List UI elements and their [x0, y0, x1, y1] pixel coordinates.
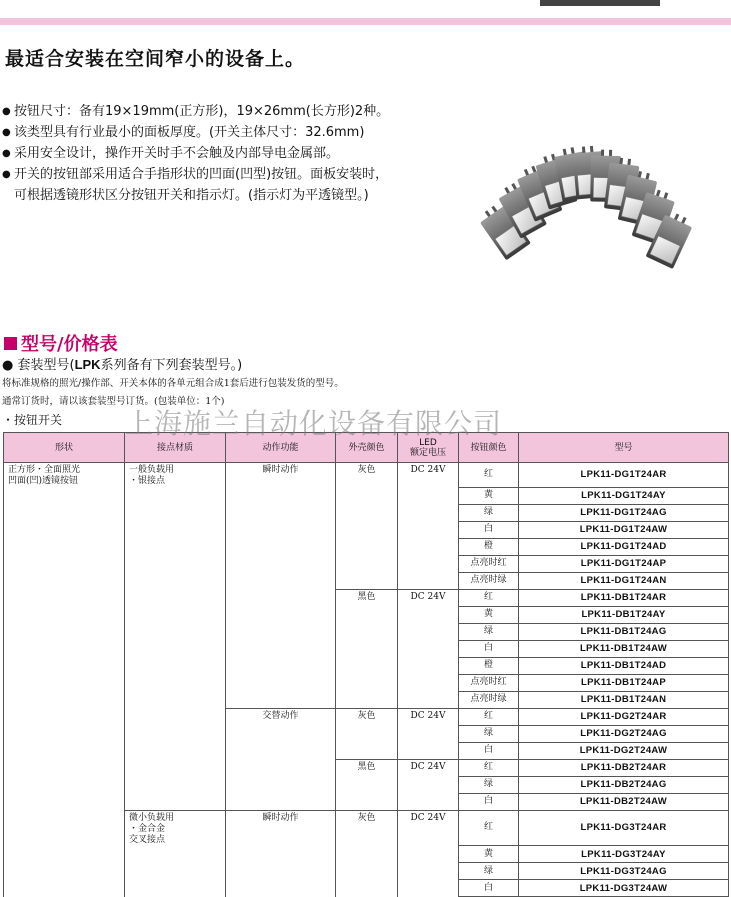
housing-cell — [336, 846, 398, 863]
shape-cell — [4, 846, 125, 863]
model-price-table — [3, 432, 729, 897]
button-color-cell: 黄 — [459, 487, 519, 504]
housing-cell — [336, 674, 398, 691]
model-number-cell: LPK11-DG1T24AD — [519, 538, 729, 555]
shape-cell — [4, 725, 125, 742]
housing-cell: 灰色 — [336, 708, 398, 725]
action-cell — [226, 640, 336, 657]
model-number-cell: LPK11-DB2T24AW — [519, 793, 729, 810]
table-row — [4, 759, 729, 776]
page-headline: 最适合安装在空间窄小的设备上。 — [5, 48, 306, 70]
housing-cell — [336, 538, 398, 555]
voltage-cell — [398, 691, 459, 708]
shape-cell — [4, 708, 125, 725]
table-row — [4, 776, 729, 793]
voltage-cell: DC 24V — [398, 589, 459, 606]
button-color-cell: 白 — [459, 640, 519, 657]
contact-cell — [125, 504, 226, 521]
voltage-cell — [398, 793, 459, 810]
kit-series: LPK — [74, 357, 101, 372]
action-cell — [226, 880, 336, 897]
shape-cell — [4, 880, 125, 897]
action-cell — [226, 793, 336, 810]
model-number-cell: LPK11-DB1T24AR — [519, 589, 729, 606]
action-cell — [226, 623, 336, 640]
action-cell — [226, 572, 336, 589]
contact-cell — [125, 674, 226, 691]
model-number-cell: LPK11-DG3T24AG — [519, 863, 729, 880]
section-title — [4, 330, 118, 356]
table-row — [4, 463, 729, 488]
housing-cell — [336, 691, 398, 708]
shape-cell — [4, 538, 125, 555]
button-color-cell: 红 — [459, 463, 519, 488]
button-color-cell: 白 — [459, 793, 519, 810]
action-cell — [226, 674, 336, 691]
housing-cell — [336, 504, 398, 521]
button-color-cell: 黄 — [459, 606, 519, 623]
button-color-cell: 白 — [459, 880, 519, 897]
table-row — [4, 793, 729, 810]
table-row — [4, 555, 729, 572]
action-cell — [226, 742, 336, 759]
table-row — [4, 810, 729, 846]
table-row — [4, 487, 729, 504]
model-number-cell: LPK11-DG1T24AN — [519, 572, 729, 589]
column-header: 动作功能 — [226, 433, 336, 463]
model-number-cell: LPK11-DG2T24AW — [519, 742, 729, 759]
housing-cell — [336, 880, 398, 897]
feature-item: ● 开关的按钮部采用适合手指形状的凹面(凹型)按钮。面板安装时，可根据透镜形状区分按钮开关和指示灯。(指示灯为平透镜型。) — [2, 164, 397, 206]
shape-cell — [4, 487, 125, 504]
column-header: 按钮颜色 — [459, 433, 519, 463]
button-color-cell: 点亮时红 — [459, 674, 519, 691]
model-number-cell: LPK11-DG1T24AR — [519, 463, 729, 488]
housing-cell — [336, 793, 398, 810]
voltage-cell — [398, 555, 459, 572]
contact-cell — [125, 846, 226, 863]
shape-cell — [4, 606, 125, 623]
housing-cell: 黑色 — [336, 759, 398, 776]
button-color-cell: 绿 — [459, 776, 519, 793]
note-line: 将标准规格的照光/操作部、开关本体的各单元组合成1套后进行包装发货的型号。 — [2, 378, 344, 389]
action-cell: 交替动作 — [226, 708, 336, 725]
shape-cell — [4, 863, 125, 880]
model-number-cell: LPK11-DB1T24AN — [519, 691, 729, 708]
top-header-fragment — [540, 0, 660, 6]
contact-cell — [125, 521, 226, 538]
column-header: LED 额定电压 — [398, 433, 459, 463]
action-cell — [226, 487, 336, 504]
table-row — [4, 674, 729, 691]
voltage-cell — [398, 657, 459, 674]
action-cell — [226, 776, 336, 793]
housing-cell: 灰色 — [336, 810, 398, 846]
table-row — [4, 572, 729, 589]
voltage-cell — [398, 606, 459, 623]
button-color-cell: 黄 — [459, 846, 519, 863]
table-row — [4, 657, 729, 674]
contact-cell — [125, 555, 226, 572]
column-header: 接点材质 — [125, 433, 226, 463]
table-row — [4, 880, 729, 897]
model-number-cell: LPK11-DG3T24AW — [519, 880, 729, 897]
housing-cell — [336, 776, 398, 793]
note-line: 通常订货时，请以该套装型号订货。(包装单位：1个) — [2, 396, 225, 407]
table-row — [4, 846, 729, 863]
button-color-cell: 橙 — [459, 657, 519, 674]
voltage-cell — [398, 623, 459, 640]
table-row — [4, 691, 729, 708]
contact-cell — [125, 589, 226, 606]
contact-cell — [125, 776, 226, 793]
model-number-cell: LPK11-DB1T24AG — [519, 623, 729, 640]
table-row — [4, 623, 729, 640]
shape-cell — [4, 691, 125, 708]
housing-cell — [336, 623, 398, 640]
button-color-cell: 绿 — [459, 725, 519, 742]
action-cell — [226, 725, 336, 742]
feature-item: ● 按钮尺寸：备有19×19mm(正方形)，19×26mm(长方形)2种。 — [2, 101, 397, 122]
voltage-cell — [398, 521, 459, 538]
feature-item: ● 采用安全设计，操作开关时手不会触及内部导电金属部。 — [2, 143, 397, 164]
housing-cell — [336, 572, 398, 589]
kit-prefix: 套装型号( — [17, 358, 75, 373]
housing-cell: 灰色 — [336, 463, 398, 488]
action-cell: 瞬时动作 — [226, 463, 336, 488]
contact-cell — [125, 606, 226, 623]
product-photo — [470, 136, 705, 286]
shape-cell — [4, 504, 125, 521]
voltage-cell — [398, 487, 459, 504]
contact-cell — [125, 759, 226, 776]
action-cell — [226, 759, 336, 776]
model-number-cell: LPK11-DB1T24AD — [519, 657, 729, 674]
housing-cell: 黑色 — [336, 589, 398, 606]
action-cell — [226, 863, 336, 880]
feature-item: ● 该类型具有行业最小的面板厚度。(开关主体尺寸：32.6mm) — [2, 122, 397, 143]
button-color-cell: 红 — [459, 589, 519, 606]
shape-cell — [4, 742, 125, 759]
contact-cell — [125, 623, 226, 640]
voltage-cell — [398, 863, 459, 880]
table-row — [4, 708, 729, 725]
table-row — [4, 521, 729, 538]
contact-cell — [125, 863, 226, 880]
voltage-cell — [398, 504, 459, 521]
model-number-cell: LPK11-DB1T24AP — [519, 674, 729, 691]
button-color-cell: 白 — [459, 521, 519, 538]
housing-cell — [336, 606, 398, 623]
button-color-cell: 绿 — [459, 623, 519, 640]
section-title-text: 型号/价格表 — [21, 334, 118, 355]
contact-cell — [125, 487, 226, 504]
shape-cell — [4, 555, 125, 572]
model-number-cell: LPK11-DG2T24AG — [519, 725, 729, 742]
section-square-icon — [4, 337, 17, 350]
sub-label: ・按钮开关 — [2, 413, 63, 427]
housing-cell — [336, 725, 398, 742]
model-number-cell: LPK11-DB1T24AW — [519, 640, 729, 657]
button-color-cell: 点亮时绿 — [459, 572, 519, 589]
button-color-cell: 红 — [459, 708, 519, 725]
feature-list — [2, 101, 397, 206]
voltage-cell — [398, 538, 459, 555]
voltage-cell — [398, 640, 459, 657]
button-color-cell: 点亮时绿 — [459, 691, 519, 708]
housing-cell — [336, 487, 398, 504]
shape-cell — [4, 521, 125, 538]
shape-cell — [4, 640, 125, 657]
model-number-cell: LPK11-DG3T24AR — [519, 810, 729, 846]
table-row — [4, 742, 729, 759]
housing-cell — [336, 657, 398, 674]
model-number-cell: LPK11-DG1T24AY — [519, 487, 729, 504]
contact-cell — [125, 572, 226, 589]
model-number-cell: LPK11-DG1T24AG — [519, 504, 729, 521]
contact-cell: 一般负载用 ・银接点 — [125, 463, 226, 488]
shape-cell: 正方形・全面照光 凹面(凹)透镜按钮 — [4, 463, 125, 488]
contact-cell — [125, 657, 226, 674]
top-accent-bar — [0, 18, 731, 25]
button-color-cell: 绿 — [459, 863, 519, 880]
housing-cell — [336, 640, 398, 657]
shape-cell — [4, 776, 125, 793]
table-row — [4, 504, 729, 521]
model-number-cell: LPK11-DG1T24AW — [519, 521, 729, 538]
button-color-cell: 红 — [459, 810, 519, 846]
housing-cell — [336, 863, 398, 880]
voltage-cell — [398, 880, 459, 897]
action-cell — [226, 606, 336, 623]
shape-cell — [4, 810, 125, 846]
table-row — [4, 538, 729, 555]
table-row — [4, 640, 729, 657]
button-color-cell: 红 — [459, 759, 519, 776]
contact-cell — [125, 691, 226, 708]
action-cell — [226, 589, 336, 606]
voltage-cell: DC 24V — [398, 708, 459, 725]
column-header: 形状 — [4, 433, 125, 463]
contact-cell — [125, 880, 226, 897]
housing-cell — [336, 555, 398, 572]
contact-cell — [125, 538, 226, 555]
model-number-cell: LPK11-DB2T24AG — [519, 776, 729, 793]
kit-suffix: 系列备有下列套装型号。) — [100, 358, 243, 373]
table-row — [4, 725, 729, 742]
contact-cell — [125, 725, 226, 742]
voltage-cell — [398, 742, 459, 759]
voltage-cell — [398, 572, 459, 589]
action-cell — [226, 846, 336, 863]
contact-cell: 微小负载用 ・金合金 交叉接点 — [125, 810, 226, 846]
contact-cell — [125, 742, 226, 759]
watermark: 上海施兰自动化设备有限公司 — [125, 407, 503, 440]
button-color-cell: 点亮时红 — [459, 555, 519, 572]
voltage-cell — [398, 776, 459, 793]
contact-cell — [125, 708, 226, 725]
action-cell — [226, 538, 336, 555]
action-cell — [226, 691, 336, 708]
voltage-cell — [398, 725, 459, 742]
contact-cell — [125, 793, 226, 810]
column-header: 外壳颜色 — [336, 433, 398, 463]
shape-cell — [4, 623, 125, 640]
model-number-cell: LPK11-DG2T24AR — [519, 708, 729, 725]
shape-cell — [4, 674, 125, 691]
column-header: 型号 — [519, 433, 729, 463]
shape-cell — [4, 572, 125, 589]
model-number-cell: LPK11-DG3T24AY — [519, 846, 729, 863]
voltage-cell — [398, 846, 459, 863]
model-number-cell: LPK11-DB1T24AY — [519, 606, 729, 623]
table-row — [4, 606, 729, 623]
model-number-cell: LPK11-DG1T24AP — [519, 555, 729, 572]
action-cell — [226, 657, 336, 674]
shape-cell — [4, 657, 125, 674]
shape-cell — [4, 759, 125, 776]
housing-cell — [336, 742, 398, 759]
button-color-cell: 橙 — [459, 538, 519, 555]
action-cell — [226, 504, 336, 521]
table-row — [4, 589, 729, 606]
action-cell — [226, 521, 336, 538]
housing-cell — [336, 521, 398, 538]
contact-cell — [125, 640, 226, 657]
table-row — [4, 863, 729, 880]
action-cell: 瞬时动作 — [226, 810, 336, 846]
button-color-cell: 绿 — [459, 504, 519, 521]
voltage-cell: DC 24V — [398, 759, 459, 776]
voltage-cell — [398, 674, 459, 691]
button-color-cell: 白 — [459, 742, 519, 759]
voltage-cell: DC 24V — [398, 463, 459, 488]
shape-cell — [4, 793, 125, 810]
kit-description: ● 套装型号(LPK系列备有下列套装型号。) — [2, 357, 243, 373]
action-cell — [226, 555, 336, 572]
shape-cell — [4, 589, 125, 606]
voltage-cell: DC 24V — [398, 810, 459, 846]
model-number-cell: LPK11-DB2T24AR — [519, 759, 729, 776]
